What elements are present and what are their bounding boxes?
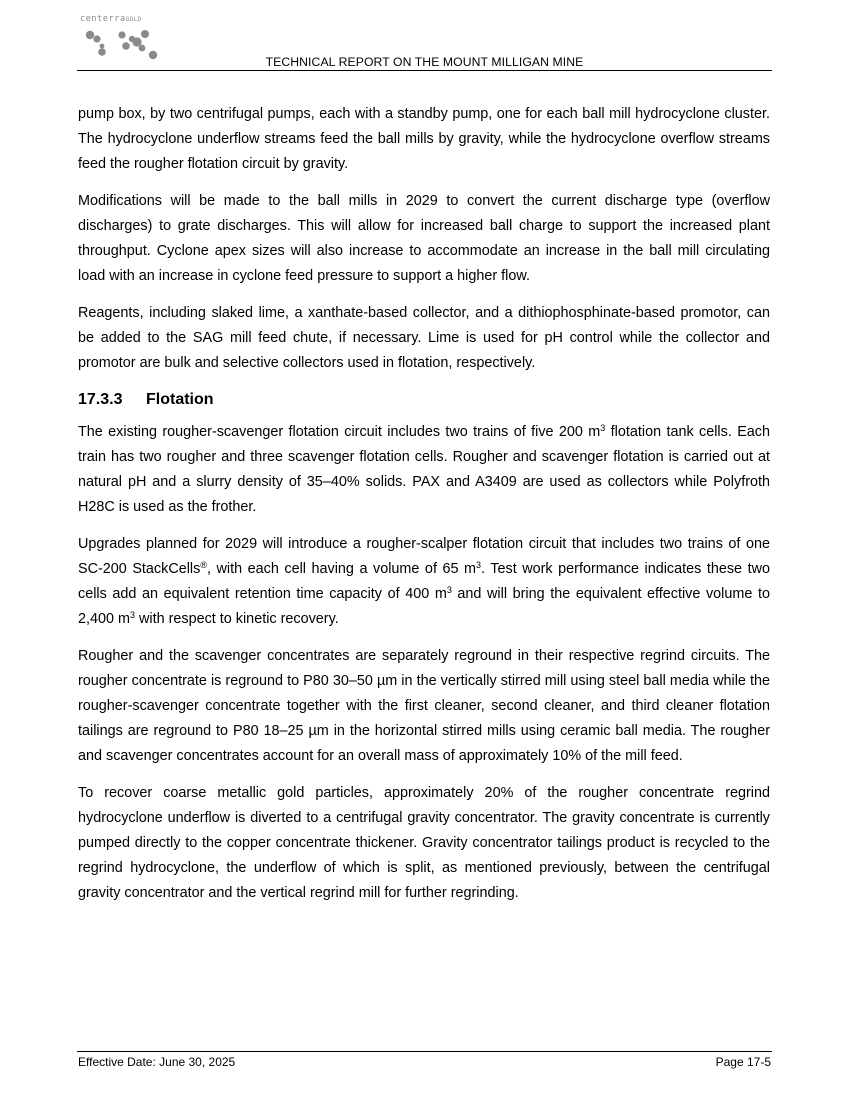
page-number: Page 17-5: [715, 1055, 771, 1069]
paragraph-reagents: Reagents, including slaked lime, a xanthate-based collector, and a dithiophosphinate-based promotor, can be added to the SAG mill feed chute, if necessary. Lime is used for pH control while the collector and promotor are bulk and selective collectors used in flotation, respectively.: [78, 305, 770, 371]
paragraph-ball-mill-modifications: Modifications will be made to the ball mills in 2029 to convert the current discharge type (overflow discharges) to grate discharges. This will allow for increased ball charge to support the increased plant throughput. Cyclone apex sizes will also increase to accommodate an increase in the ball mill circulating load with an increase in cyclone feed pressure to support a higher flow.: [78, 193, 770, 284]
footer-divider: [77, 1051, 772, 1052]
paragraph-pump-box: pump box, by two centrifugal pumps, each with a standby pump, one for each ball mill hydrocyclone cluster. The hydrocyclone underflow streams feed the ball mills by gravity, while the hydrocyclone overflow streams feed the rougher flotation circuit by gravity.: [78, 106, 770, 172]
section-heading-flotation: [78, 388, 770, 412]
effective-date: Effective Date: June 30, 2025: [78, 1055, 236, 1069]
logo-wordmark: centerraGOLD: [80, 14, 142, 24]
section-title: Flotation: [146, 391, 214, 408]
document-body: [78, 102, 770, 918]
paragraph-existing-circuit: The existing rougher-scavenger flotation circuit includes two trains of five 200 $m^3$ flotation tank cells. Each train has two rougher and three scavenger flotation cells. Rougher and scavenger flotation is carried out at natural pH and a slurry density of 35–40% solids. PAX and A3409 are used as collectors while Polyfroth H28C is used as the frother.: [78, 423, 770, 515]
section-number: 17.3.3: [78, 391, 123, 408]
report-title: TECHNICAL REPORT ON THE MOUNT MILLIGAN MINE: [265, 55, 584, 69]
header-divider: [77, 70, 772, 71]
paragraph-upgrades-2029: Upgrades planned for 2029 will introduce a rougher-scalper flotation circuit that includes two trains of one SC-200 StackCells®, with each cell having a volume of 65 $m^3$. Test work performance indicates these two cells add an equivalent retention time capacity of 400 $m^3$ and will bring the equivalent effective volume to 2,400 $m^3$ with respect to kinetic recovery.: [78, 536, 770, 627]
paragraph-regrind-circuits: Rougher and the scavenger concentrates are separately reground in their respective regrind circuits. The rougher concentrate is reground to P80 30–50 µm in the vertically stirred mill using steel ball media while the rougher-scavenger concentrate together with the first cleaner, second cleaner, and third cleaner flotation tailings are reground to P80 18–25 µm in the horizontal stirred mills using ceramic ball media. The rougher and scavenger concentrates account for an overall mass of approximately 10% of the mill feed.: [78, 648, 770, 764]
paragraph-gravity-concentrator: To recover coarse metallic gold particles, approximately 20% of the rougher concentrate regrind hydrocyclone underflow is diverted to a centrifugal gravity concentrator. The gravity concentrate is currently pumped directly to the copper concentrate thickener. Gravity concentrator tailings product is recycled to the regrind hydrocyclone, the underflow of which is split, as mentioned previously, between the centrifugal gravity concentrator and the vertical regrind mill for further regrinding.: [78, 785, 770, 901]
